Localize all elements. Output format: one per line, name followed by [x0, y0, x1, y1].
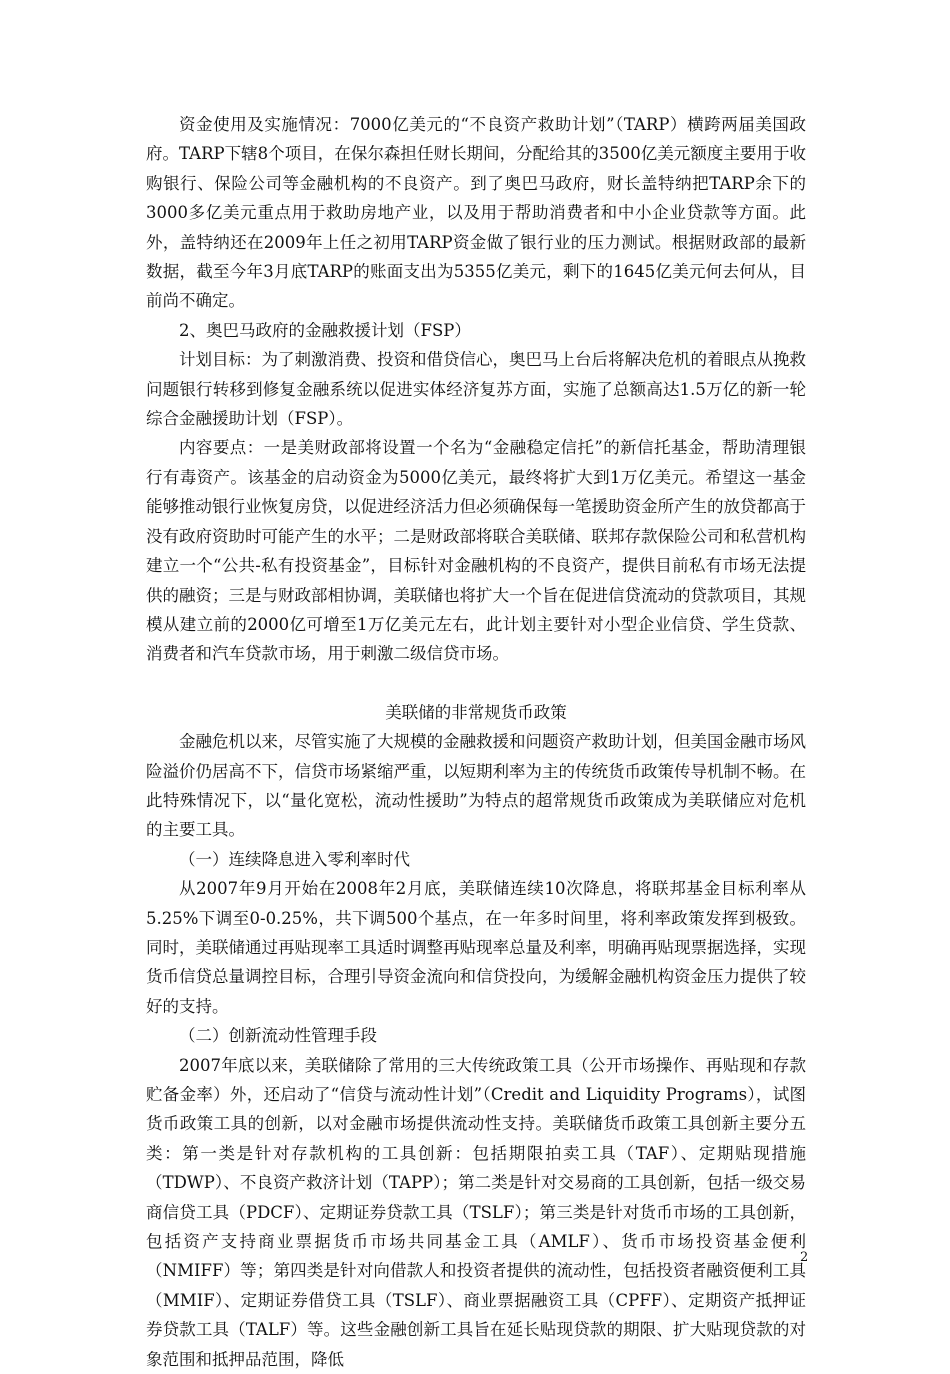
paragraph-rate-cuts: 从2007年9月开始在2008年2月底，美联储连续10次降息，将联邦基金目标利率从5.25%下调至0-0.25%，共下调500个基点，在一年多时间里，将利率政策发挥到极致。同时，美联储通过再贴现率工具适时调整再贴现率总量及利率，明确再贴现票据选择，实现货币信贷总量调控目标，合理引导资金流向和信贷投向，为缓解金融机构资金压力提供了较好的支持。	[146, 879, 806, 1016]
paragraph-unconventional-intro: 金融危机以来，尽管实施了大规模的金融救援和问题资产救助计划，但美国金融市场风险溢价仍居高不下，信贷市场紧缩严重，以短期利率为主的传统货币政策传导机制不畅。在此特殊情况下，以“量化宽松，流动性援助”为特点的超常规货币政策成为美联储应对危机的主要工具。	[146, 732, 806, 840]
paragraph-liquidity-tools: 2007年底以来，美联储除了常用的三大传统政策工具（公开市场操作、再贴现和存款贮备金率）外，还启动了“信贷与流动性计划”（Credit and Liquidity Programs），试图货币政策工具的创新，以对金融市场提供流动性支持。美联储货币政策工具创新主要分五类：第一类是针对存款机构的工具创新：包括期限拍卖工具（TAF）、定期贴现措施（TDWP）、不良资产救济计划（TAPP）；第二类是针对交易商的工具创新，包括一级交易商信贷工具（PDCF）、定期证券贷款工具（TSLF）；第三类是针对货币市场的工具创新，包括资产支持商业票据货币市场共同基金工具（AMLF）、货币市场投资基金便利（NMIFF）等；第四类是针对向借款人和投资者提供的流动性，包括投资者融资便利工具（MMIF）、定期证券借贷工具（TSLF）、商业票据融资工具（CPFF）、定期资产抵押证券贷款工具（TALF）等。这些金融创新工具旨在延长贴现贷款的期限、扩大贴现贷款的对象范围和抵押品范围，降低	[146, 1055, 806, 1369]
heading-fsp: 2、奥巴马政府的金融救援计划（FSP）	[179, 320, 471, 340]
page-number: 2	[800, 1250, 809, 1265]
heading-liquidity-tools: （二）创新流动性管理手段	[179, 1026, 377, 1046]
paragraph-fsp-key-points: 内容要点：一是美财政部将设置一个名为“金融稳定信托”的新信托基金，帮助清理银行有毒资产。该基金的启动资金为5000亿美元，最终将扩大到1万亿美元。希望这一基金能够推动银行业恢复房贷，以促进经济活力但必须确保每一笔援助资金所产生的放贷都高于没有政府资助时可能产生的水平；二是财政部将联合美联储、联邦存款保险公司和私营机构建立一个“公共-私有投资基金”，目标针对金融机构的不良资产，提供目前私有市场无法提供的融资；三是与财政部相协调，美联储也将扩大一个旨在促进信贷流动的贷款项目，其规模从建立前的2000亿可增至1万亿美元左右，此计划主要针对小型企业信贷、学生贷款、消费者和汽车贷款市场，用于刺激二级信贷市场。	[146, 438, 806, 664]
paragraph-tarp-funding: 资金使用及实施情况：7000亿美元的“不良资产救助计划”（TARP）横跨两届美国政府。TARP下辖8个项目，在保尔森担任财长期间，分配给其的3500亿美元额度主要用于收购银行、保险公司等金融机构的不良资产。到了奥巴马政府，财长盖特纳把TARP余下的3000多亿美元重点用于救助房地产业，以及用于帮助消费者和中小企业贷款等方面。此外，盖特纳还在2009年上任之初用TARP资金做了银行业的压力测试。根据财政部的最新数据，截至今年3月底TARP的账面支出为5355亿美元，剩下的1645亿美元何去何从，目前尚不确定。	[146, 115, 806, 311]
paragraph-fsp-goal: 计划目标：为了刺激消费、投资和借贷信心，奥巴马上台后将解决危机的着眼点从挽救问题银行转移到修复金融系统以促进实体经济复苏方面，实施了总额高达1.5万亿的新一轮综合金融援助计划（FSP）。	[146, 350, 806, 429]
section-title: 美联储的非常规货币政策	[385, 702, 567, 722]
document-body	[146, 110, 809, 1374]
heading-zero-rate: （一）连续降息进入零利率时代	[179, 849, 410, 869]
